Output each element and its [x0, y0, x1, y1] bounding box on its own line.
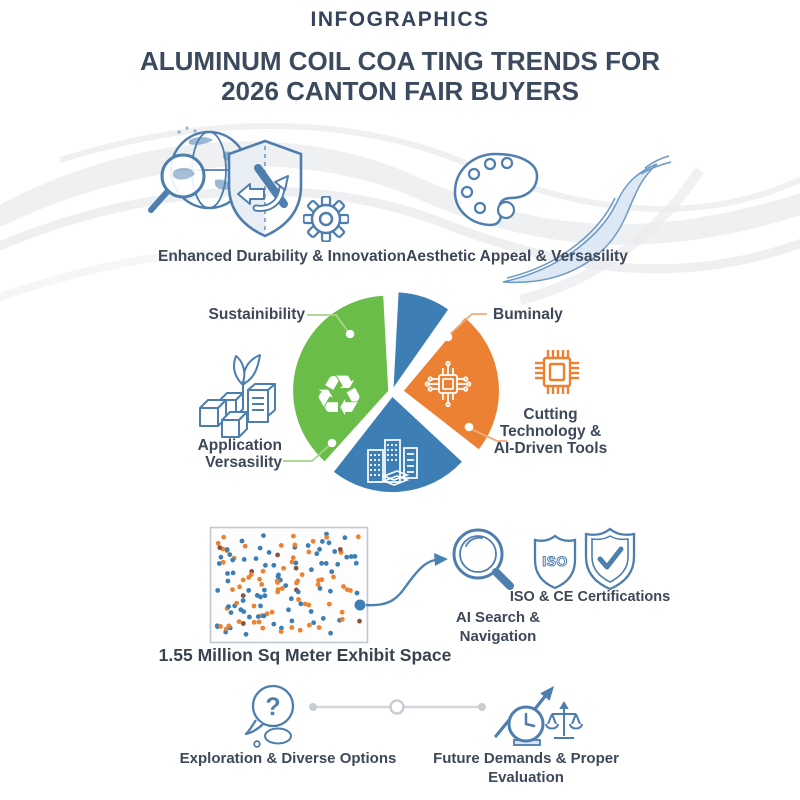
- question-bubble-icon: [242, 682, 302, 748]
- scatter-dot: [240, 539, 245, 544]
- recycle-icon: ♻: [313, 364, 365, 429]
- cutting-callout-line2: Technology &: [499, 423, 602, 440]
- scatter-dot: [237, 619, 242, 624]
- plant-boxes-icon: [192, 350, 292, 450]
- exhibit-scatter-chart: [209, 526, 369, 644]
- cutting-callout-line1: Cutting: [523, 406, 578, 423]
- scatter-dot: [343, 535, 348, 540]
- scatter-dot: [221, 535, 226, 540]
- timeline-dot-left: [309, 703, 317, 711]
- scatter-dot: [275, 580, 280, 585]
- scatter-dot: [341, 584, 346, 589]
- cutting-callout-line3: AI-Driven Tools: [493, 440, 608, 457]
- question-glyph: ?: [265, 693, 281, 721]
- scatter-dot: [327, 540, 332, 545]
- scatter-dot: [356, 534, 361, 539]
- exhibit-caption: 1.55 Million Sq Meter Exhibit Space: [158, 645, 452, 665]
- scatter-dot: [306, 543, 311, 548]
- chip-icon: [424, 360, 472, 408]
- scatter-dot: [276, 587, 281, 592]
- scatter-dot: [279, 629, 284, 634]
- scatter-dot: [306, 603, 311, 608]
- scatter-dot: [319, 561, 324, 566]
- scatter-dot: [354, 561, 359, 566]
- exploration-label: Exploration & Diverse Options: [179, 750, 397, 767]
- scatter-dot: [263, 563, 268, 568]
- buildings-icon: [364, 436, 422, 488]
- buminaly-callout: Buminaly: [493, 306, 563, 323]
- cutting-callout: [478, 406, 623, 457]
- scatter-dot: [321, 616, 326, 621]
- scatter-dot: [296, 597, 301, 602]
- scatter-dot: [340, 617, 345, 622]
- gear-icon: [303, 196, 349, 242]
- curved-arrow: [366, 560, 435, 605]
- durability-label: Enhanced Durability & Innovation: [157, 248, 407, 265]
- scatter-dot: [219, 555, 224, 560]
- scatter-dot: [270, 610, 275, 615]
- scatter-dot: [281, 566, 286, 571]
- scatter-dot: [260, 626, 265, 631]
- page-kicker: INFOGRAPHICS: [310, 8, 490, 31]
- scatter-dot: [261, 569, 266, 574]
- scatter-dot: [226, 604, 231, 609]
- scatter-dot: [216, 541, 221, 546]
- scatter-dot: [218, 624, 223, 629]
- certifications-label: ISO & CE Certifications: [509, 589, 671, 605]
- scatter-dot: [320, 539, 325, 544]
- scatter-dot: [231, 571, 236, 576]
- scatter-dot: [298, 628, 303, 633]
- scatter-dot: [349, 554, 354, 559]
- scatter-dot: [286, 607, 291, 612]
- scatter-dot: [225, 571, 230, 576]
- scatter-dot: [328, 631, 333, 636]
- scatter-dot: [289, 596, 294, 601]
- scatter-dot: [241, 609, 246, 614]
- scatter-dot: [215, 588, 220, 593]
- scatter-dot: [227, 552, 232, 557]
- ai-search-label-line1: AI Search &: [455, 609, 541, 626]
- scatter-dot: [294, 566, 299, 571]
- scatter-dot: [262, 614, 267, 619]
- scatter-dot: [241, 621, 246, 626]
- scatter-dot: [358, 601, 363, 606]
- check-shield-icon: [580, 526, 640, 593]
- application-callout: [152, 437, 282, 471]
- scatter-dot: [249, 572, 254, 577]
- iso-badge-text: ISO: [542, 553, 568, 569]
- scatter-dot: [257, 577, 262, 582]
- scatter-dot: [290, 560, 295, 565]
- scatter-dot: [289, 625, 294, 630]
- scatter-dot: [279, 543, 284, 548]
- aesthetic-label: Aesthetic Appeal & Versasility: [406, 248, 628, 265]
- scatter-dot: [230, 587, 235, 592]
- scatter-dot: [271, 622, 276, 627]
- scatter-dot: [229, 610, 234, 615]
- scatter-dot: [280, 586, 285, 591]
- scatter-dot: [257, 620, 262, 625]
- scatter-dot: [340, 610, 345, 615]
- scatter-dot: [258, 546, 263, 551]
- scatter-dot: [357, 619, 362, 624]
- ai-search-label-line2: Navigation: [459, 628, 537, 645]
- scatter-dot: [221, 560, 226, 565]
- scatter-dot: [256, 614, 261, 619]
- scatter-dot: [345, 587, 350, 592]
- page-title-line1: ALUMINUM COIL COA TING TRENDS FOR: [140, 46, 660, 76]
- scatter-dot: [230, 558, 235, 563]
- scatter-dot: [307, 623, 312, 628]
- scatter-dot: [271, 563, 276, 568]
- page-title-line2: 2026 CANTON FAIR BUYERS: [221, 76, 579, 106]
- scatter-dot: [242, 557, 247, 562]
- scatter-dot: [291, 534, 296, 539]
- scatter-dot: [261, 533, 266, 538]
- scatter-dot: [314, 551, 319, 556]
- scatter-dot: [317, 547, 322, 552]
- scatter-dot: [226, 579, 231, 584]
- scatter-dot: [267, 550, 272, 555]
- scatter-dot: [309, 567, 314, 572]
- scatter-dot: [241, 593, 246, 598]
- timeline-node-center: [391, 701, 404, 714]
- scatter-dot: [327, 602, 332, 607]
- scatter-dot: [298, 601, 303, 606]
- scatter-dot: [331, 575, 336, 580]
- scatter-dot: [316, 582, 321, 587]
- scatter-dot: [319, 577, 324, 582]
- scatter-dot: [243, 544, 248, 549]
- scatter-dot: [335, 562, 340, 567]
- scatter-dot: [241, 598, 246, 603]
- scatter-dot: [217, 545, 222, 550]
- scatter-dot: [252, 620, 257, 625]
- scatter-dot: [234, 601, 239, 606]
- scatter-dot: [258, 595, 263, 600]
- shield-arrows-icon: [222, 138, 308, 240]
- scatter-dot: [241, 578, 246, 583]
- timeline-dot-right: [478, 703, 486, 711]
- scatter-dot: [263, 593, 268, 598]
- scatter-dot: [328, 589, 333, 594]
- scatter-dot: [293, 543, 298, 548]
- scatter-dot: [254, 556, 259, 561]
- scatter-dot: [324, 561, 329, 566]
- scatter-dot: [294, 581, 299, 586]
- future-evaluation-icon: [490, 674, 584, 752]
- scatter-dot: [309, 609, 314, 614]
- scatter-dot: [276, 573, 281, 578]
- scatter-dot: [324, 535, 329, 540]
- scatter-dot: [259, 582, 264, 587]
- scatter-dot: [307, 550, 312, 555]
- application-callout-line2: Versasility: [205, 454, 282, 471]
- future-label: Future Demands & Proper Evaluation: [433, 750, 619, 786]
- sustainability-callout: Sustainibility: [208, 306, 305, 323]
- scatter-dot: [258, 604, 263, 609]
- scatter-dot: [329, 569, 334, 574]
- scatter-dot: [317, 625, 322, 630]
- scatter-dot: [355, 591, 360, 596]
- iso-shield-icon: [531, 533, 579, 591]
- scatter-dot: [262, 588, 267, 593]
- scatter-dot: [244, 632, 249, 637]
- scatter-dot: [332, 549, 337, 554]
- scatter-dot: [344, 555, 349, 560]
- scatter-dot: [252, 604, 257, 609]
- scatter-dot: [237, 584, 242, 589]
- scatter-dot: [291, 555, 296, 560]
- scatter-dot: [296, 590, 301, 595]
- page-title: [0, 46, 800, 106]
- scatter-dot: [246, 588, 251, 593]
- scatter-dot: [311, 539, 316, 544]
- application-callout-line1: Application: [197, 437, 282, 454]
- ai-search-label: [428, 608, 568, 646]
- scatter-dot: [338, 547, 343, 552]
- scatter-dot: [227, 624, 232, 629]
- pie-chart: [252, 252, 552, 552]
- scatter-dot: [247, 615, 252, 620]
- scatter-dot: [275, 553, 280, 558]
- scatter-dot: [225, 547, 230, 552]
- cutting-chip-icon: [527, 346, 587, 400]
- scatter-dot: [311, 620, 316, 625]
- scatter-dot: [300, 572, 305, 577]
- scatter-dot: [290, 619, 295, 624]
